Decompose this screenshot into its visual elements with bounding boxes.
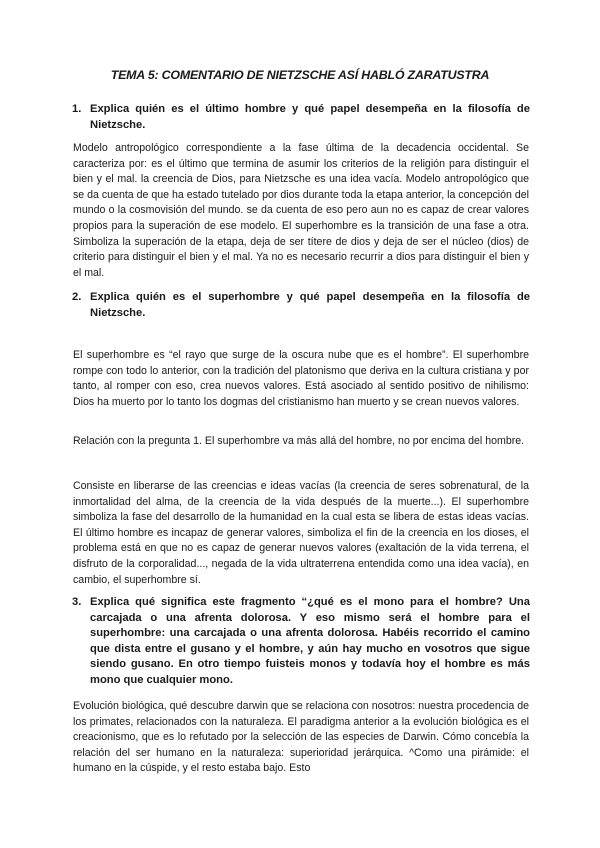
document-title: TEMA 5: COMENTARIO DE NIETZSCHE ASÍ HABLÓ ZARATUSTRA	[110, 68, 490, 82]
question-2-text: Explica quién es el superhombre y qué papel desempeña en la filosofía de Nietzsche.	[90, 291, 530, 319]
question-3-text: Explica qué significa este fragmento “¿qué es el mono para el hombre? Una carcajada o una afrenta dolorosa. Y eso mismo será el hombre para el superhombre: una carcajada o una afrenta dolorosa. Habéis recorrido el camino que dista entre el gusano y el hombre, y aún hay mucho en vosotros que sigue siendo gusano. En otro tiempo fuisteis monos y todavía hoy el hombre es más mono que cualquier mono.	[90, 596, 530, 686]
answer-2-paragraph-2: Relación con la pregunta 1. El superhombre va más allá del hombre, no por encima del hombre.	[73, 435, 525, 447]
question-1	[72, 102, 530, 133]
question-1-text: Explica quién es el último hombre y qué papel desempeña en la filosofía de Nietzsche.	[90, 103, 530, 131]
question-3-number: 3.	[72, 596, 82, 608]
question-1-number: 1.	[72, 103, 82, 115]
answer-3-paragraph-1: Evolución biológica, qué descubre darwin que se relaciona con nosotros: nuestra procedencia de los primates, relacionados con la naturaleza. El paradigma anterior a la evolución biológica es el creacionismo, que es lo refutado por la selección de las especies de Darwin. Cómo concebía la relación del ser humano en la naturaleza: superioridad jerárquica. ^Como una pirámide: el humano en la cúspide, y el resto estaba bajo. Esto	[73, 700, 529, 775]
question-2-number: 2.	[72, 291, 82, 303]
question-3	[72, 595, 530, 688]
answer-1-paragraph-1: Modelo antropológico correspondiente a la fase última de la decadencia occidental. Se caracteriza por: es el último que termina de asumir los criterios de la religión para distinguir el bien y el mal. la creencia de Dios, para Nietzsche es una idea vacía. Modelo antropológico que se da cuenta de que ha estado tutelado por dios durante toda la etapa anterior, la concepción del mundo o la cosmovisión del mundo. se da cuenta de eso pero aun no es capaz de crear valores propios para la superación de ese modelo. El superhombre es la transición de una fase a otra. Simboliza la superación de la etapa, deja de ser títere de dios y deja de ser el núcleo (dios) de criterio para distinguir el bien y el mal. Ya no es necesario recurrir a dios para distinguir el bien y el mal.	[73, 142, 529, 279]
answer-2-paragraph-1: El superhombre es “el rayo que surge de la oscura nube que es el hombre”. El superhombre rompe con todo lo anterior, con la tradición del platonismo que deriva en la cultura cristiana y por tanto, al romper con eso, crea nuevos valores. Está asociado al sentido positivo de nihilismo: Dios ha muerto por lo tanto los dogmas del cristianismo han muerto y se crean nuevos valores.	[73, 349, 529, 408]
question-2	[72, 290, 530, 321]
answer-2-paragraph-3: Consiste en liberarse de las creencias e ideas vacías (la creencia de seres sobrenatural, de la inmortalidad del alma, de la creencia de la vida después de la muerte...). El superhombre simboliza la fase del desarrollo de la humanidad en la cual esta se libera de estas ideas vacías. El último hombre es incapaz de generar valores, simboliza el fin de la creencia en los dioses, el problema está en que no es capaz de generar nuevos valores (exaltación de la vida terrena, el disfruto de la corporalidad..., negada de la vida ultraterrena entendida como una idea vacía), en cambio, el superhombre sí.	[73, 480, 529, 586]
